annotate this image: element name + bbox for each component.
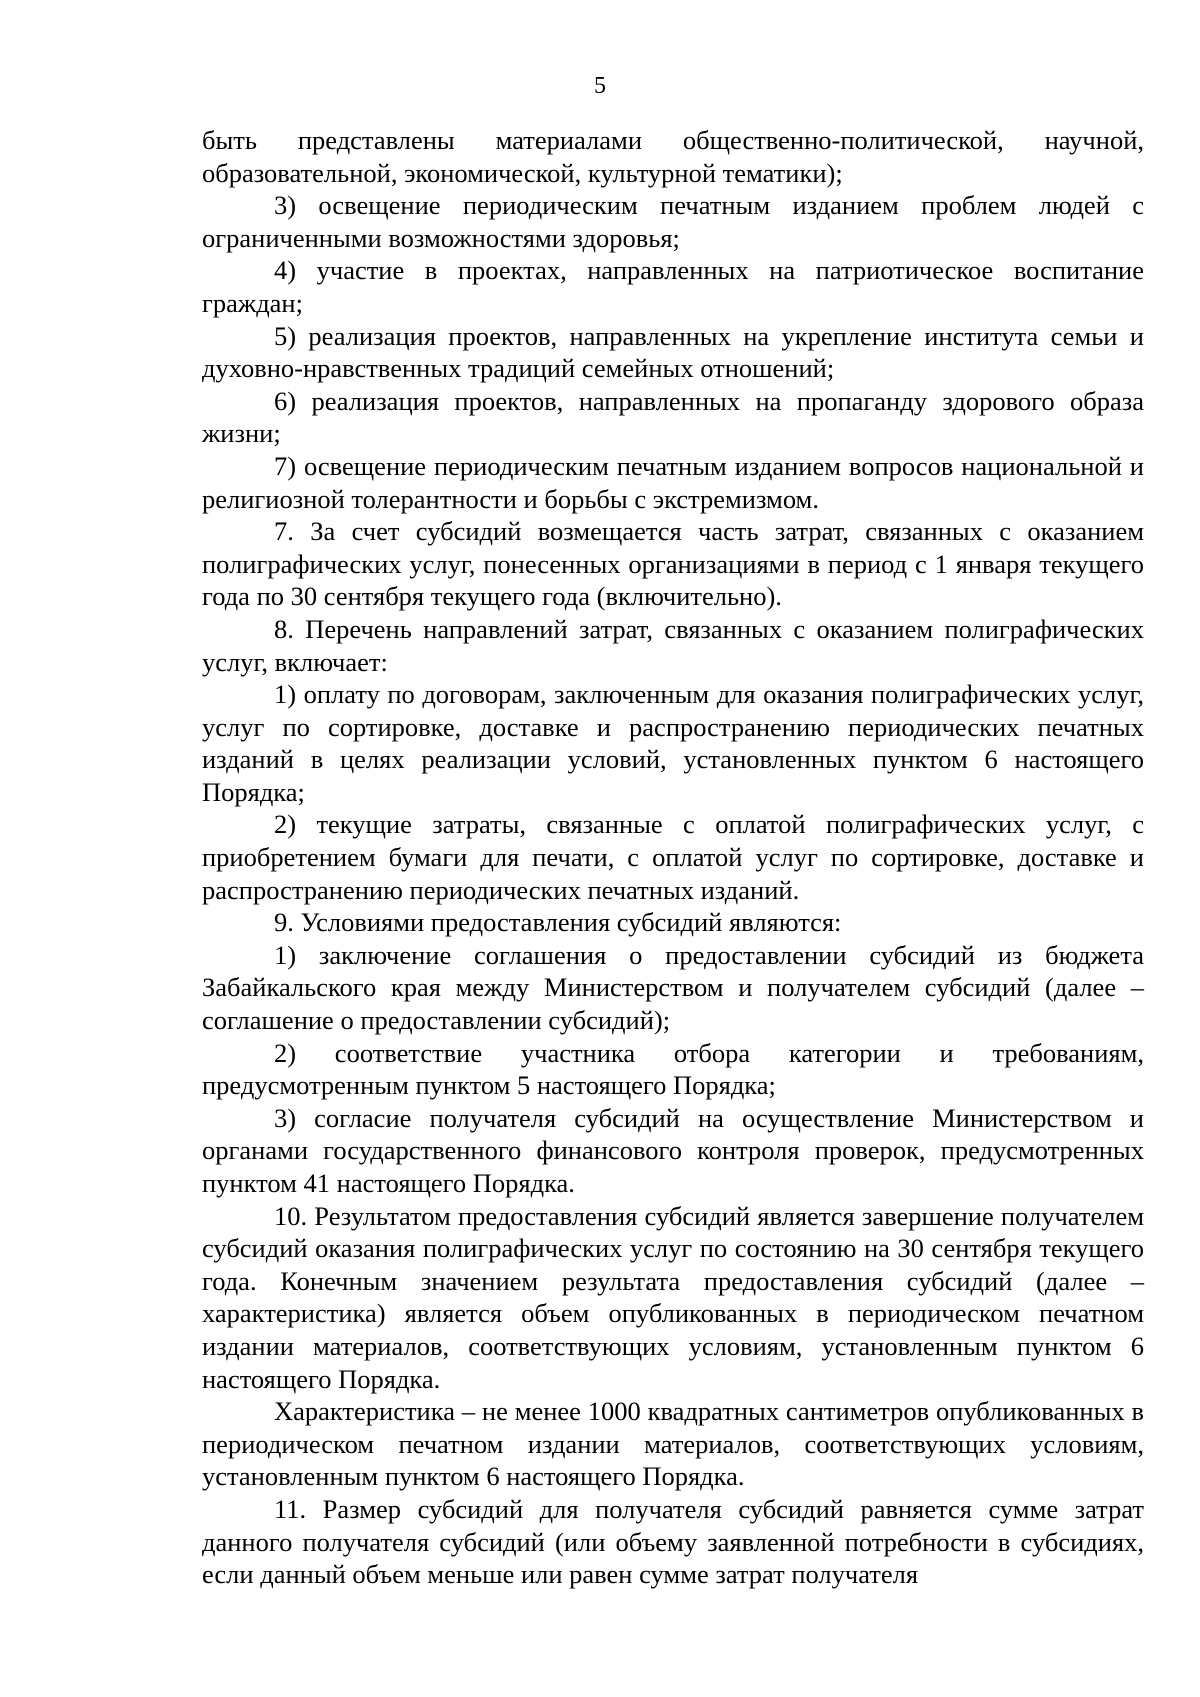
list-item-4: 4) участие в проектах, направленных на патриотическое воспитание граждан;	[202, 255, 1144, 318]
clause-9-item-2: 2) соответствие участника отбора категории и требованиям, предусмотренным пунктом 5 настоящего Порядка;	[202, 1037, 1144, 1101]
clause-8: 8. Перечень направлений затрат, связанных с оказанием полиграфических услуг, включает:	[202, 613, 1144, 677]
clause-8-item-2: 2) текущие затраты, связанные с оплатой полиграфических услуг, с приобретением бумаги для печати, с оплатой услуг по сортировке, доставке и распространению периодических печатных изданий.	[202, 809, 1144, 905]
clause-8-item-1: 1) оплату по договорам, заключенным для оказания полиграфических услуг, услуг по сортировке, доставке и распространению периодических печатных изданий в целях реализации условий, установленных пунктом 6 настоящего Порядка;	[202, 679, 1144, 807]
clause-9-item-3: 3) согласие получателя субсидий на осуществление Министерством и органами государственного финансового контроля проверок, предусмотренных пунктом 41 настоящего Порядка.	[202, 1102, 1144, 1198]
clause-9-item-1: 1) заключение соглашения о предоставлении субсидий из бюджета Забайкальского края между Министерством и получателем субсидий (далее – соглашение о предоставлении субсидий);	[202, 939, 1144, 1036]
document-body	[202, 124, 1144, 1591]
clause-10: 10. Результатом предоставления субсидий является завершение получателем субсидий оказания полиграфических услуг по состоянию на 30 сентября текущего года. Конечным значением результата предоставления субсидий (далее – характеристика) является объем опубликованных в периодическом печатном издании материалов, соответствующих условиям, установленным пунктом 6 настоящего Порядка.	[202, 1200, 1144, 1394]
clause-11: 11. Размер субсидий для получателя субсидий равняется сумме затрат данного получателя субсидий (или объему заявленной потребности в субсидиях, если данный объем меньше или равен сумме затрат получателя	[202, 1493, 1144, 1590]
paragraph-continuation: быть представлены материалами общественно-политической, научной, образовательной, экономической, культурной тематики);	[202, 125, 1144, 188]
page-number: 5	[594, 73, 606, 99]
list-item-5: 5) реализация проектов, направленных на укрепление института семьи и духовно-нравственных традиций семейных отношений;	[202, 320, 1144, 384]
list-item-6: 6) реализация проектов, направленных на пропаганду здорового образа жизни;	[202, 385, 1144, 449]
clause-7: 7. За счет субсидий возмещается часть затрат, связанных с оказанием полиграфических услуг, понесенных организациями в период с 1 января текущего года по 30 сентября текущего года (включительно).	[202, 516, 1144, 612]
characteristic-paragraph: Характеристика – не менее 1000 квадратных сантиметров опубликованных в периодическом печатном издании материалов, соответствующих условиям, установленным пунктом 6 настоящего Порядка.	[202, 1396, 1144, 1492]
list-item-3: 3) освещение периодическим печатным изданием проблем людей с ограниченными возможностями здоровья;	[202, 190, 1144, 253]
list-item-7: 7) освещение периодическим печатным изданием вопросов национальной и религиозной толерантности и борьбы с экстремизмом.	[202, 450, 1144, 514]
clause-9: 9. Условиями предоставления субсидий являются:	[274, 907, 842, 938]
